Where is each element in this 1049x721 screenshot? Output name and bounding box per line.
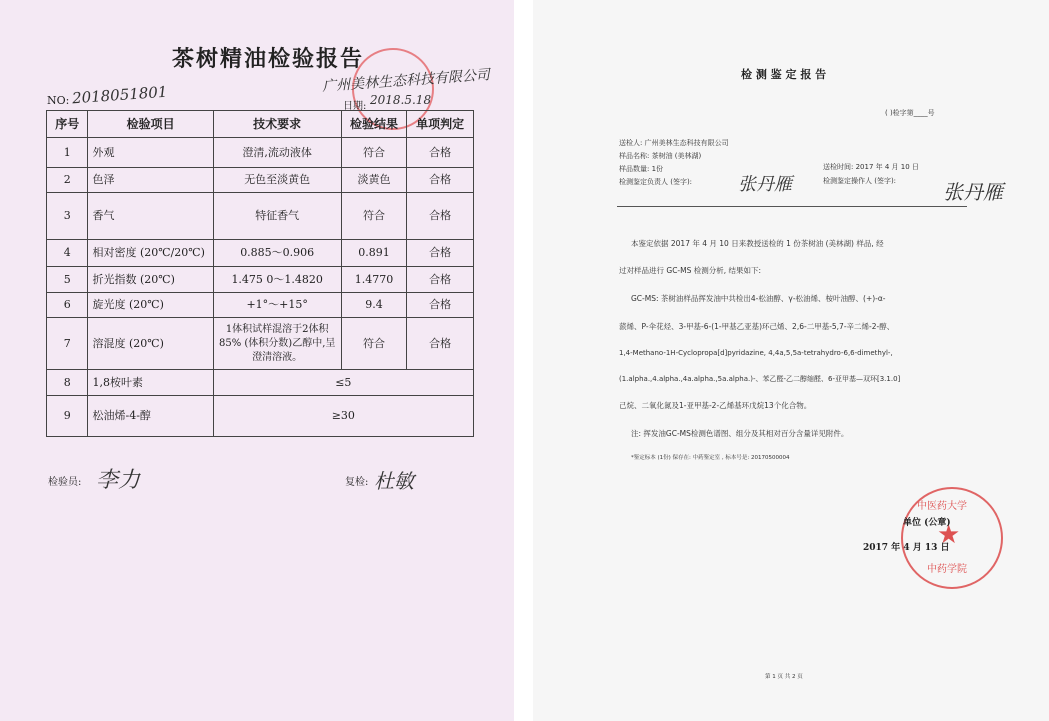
row-no: 5: [47, 267, 88, 293]
appraiser-signature: 张丹雁: [738, 174, 792, 195]
table-row: [47, 293, 474, 318]
table-row: [47, 267, 474, 293]
table-row: [47, 318, 474, 370]
row-no: 6: [47, 293, 88, 318]
table-row: [47, 193, 474, 240]
table-row: [47, 396, 474, 437]
sender-line: 送检人: 广州美林生态科技有限公司: [619, 139, 729, 147]
appraiser-label: 检测鉴定负责人 (签字):: [619, 178, 693, 186]
row-requirement: 1体积试样混溶于2体积85% (体积分数)乙醇中,呈澄清溶液。: [213, 318, 341, 370]
reviewer-label: 复检:: [345, 477, 369, 488]
reference-number: ( )检字第____号: [885, 109, 935, 117]
note-line: 注: 挥发油GC-MS检测色谱图、组分及其相对百分含量详见附件。: [631, 429, 849, 438]
seal-date: 2017 年 4 月 13 日: [863, 543, 950, 553]
row-result: 9.4: [341, 293, 407, 318]
row-item: 外观: [88, 138, 213, 168]
send-date-line: 送检时间: 2017 年 4 月 10 日: [823, 163, 919, 171]
row-no: 4: [47, 240, 88, 267]
gcms-line: (1.alpha.,4.alpha.,4a.alpha.,5a.alpha.)-、苯乙醛-乙二醇缩醛、6-亚甲基—双环[3.1.0]: [619, 375, 901, 383]
row-verdict: 合格: [407, 318, 474, 370]
row-requirement: 1.475 0～1.4820: [213, 267, 341, 293]
header-cell: 技术要求: [213, 111, 341, 138]
seal-bottom-text: 中药学院: [927, 564, 967, 575]
row-result: 符合: [341, 138, 407, 168]
row-result: 符合: [341, 193, 407, 240]
row-result: 0.891: [341, 240, 407, 267]
report-date-value: 2018.5.18: [370, 93, 432, 107]
row-item: 香气: [88, 193, 213, 240]
gcms-line: GC-MS: 茶树油样品挥发油中共检出4-松油醇、γ-松油烯、桉叶油醇、(+)-α-: [631, 294, 886, 303]
report-no-value: 2018051801: [71, 82, 168, 108]
row-requirement: 澄清,流动液体: [213, 138, 341, 168]
sample-qty-line: 样品数量: 1份: [619, 165, 664, 173]
body-paragraph-cont: 过对样品进行 GC-MS 检测分析, 结果如下:: [619, 266, 762, 275]
header-cell: 检验项目: [88, 111, 213, 138]
row-verdict: 合格: [407, 240, 474, 267]
row-requirement: +1°～+15°: [213, 293, 341, 318]
header-cell: 检验结果: [341, 111, 407, 138]
row-no: 1: [47, 138, 88, 168]
row-no: 9: [47, 396, 88, 437]
operator-signature: 张丹雁: [943, 180, 1003, 204]
footnote-line: *鉴定标本 (1份) 保存在: 中药鉴定室 , 标本号是: 20170500004: [631, 455, 790, 461]
gcms-line: 1,4-Methano-1H-Cyclopropa[d]pyridazine, 4,4a,5,5a-tetrahydro-6,6-dimethyl-,: [619, 349, 893, 357]
row-item: 旋光度 (20℃): [88, 293, 213, 318]
gcms-line: 己烷、二氧化氮及1-亚甲基-2-乙烯基环戊烷13个化合物。: [619, 401, 812, 410]
unit-seal-label: 单位 (公章): [903, 518, 951, 528]
row-no: 3: [47, 193, 88, 240]
row-no: 7: [47, 318, 88, 370]
row-item: 折光指数 (20℃): [88, 267, 213, 293]
table-header-row: [47, 111, 474, 138]
inspection-table: [46, 110, 474, 437]
appraisal-title: 检 测 鉴 定 报 告: [741, 68, 827, 81]
inspector-label: 检验员:: [48, 477, 82, 488]
header-cell: 单项判定: [407, 111, 474, 138]
header-divider: [617, 206, 967, 207]
row-verdict: 合格: [407, 267, 474, 293]
row-verdict: 合格: [407, 293, 474, 318]
row-verdict: 合格: [407, 193, 474, 240]
header-cell: 序号: [47, 111, 88, 138]
row-result: 淡黄色: [341, 168, 407, 193]
row-requirement: 特征香气: [213, 193, 341, 240]
row-requirement: 无色至淡黄色: [213, 168, 341, 193]
row-requirement: ≥30: [213, 396, 473, 437]
gcms-line: 蒎烯、P-伞花烃、3-甲基-6-(1-甲基乙亚基)环己烯、2,6-二甲基-5,7-辛二烯-2-醇、: [619, 322, 895, 331]
row-item: 溶混度 (20℃): [88, 318, 213, 370]
row-no: 2: [47, 168, 88, 193]
row-item: 松油烯-4-醇: [88, 396, 213, 437]
table-row: [47, 168, 474, 193]
table-row: [47, 138, 474, 168]
report-title: 茶树精油检验报告: [172, 46, 365, 72]
report-no-label: NO:: [47, 94, 70, 107]
company-handwritten: 广州美林生态科技有限公司: [321, 67, 491, 95]
sample-name-line: 样品名称: 茶树油 (美林湖): [619, 152, 702, 160]
row-item: 1,8桉叶素: [88, 370, 213, 396]
row-result: 1.4770: [341, 267, 407, 293]
page-indicator: 第 1 页 共 2 页: [765, 674, 803, 680]
reviewer-signature: 杜敏: [374, 469, 414, 493]
row-item: 相对密度 (20℃/20℃): [88, 240, 213, 267]
seal-top-text: 中医药大学: [917, 501, 967, 512]
inspector-signature: 李力: [96, 468, 141, 493]
row-requirement: ≤5: [213, 370, 473, 396]
row-verdict: 合格: [407, 138, 474, 168]
table-row: [47, 240, 474, 267]
inspection-report-page: [0, 0, 514, 721]
table-row: [47, 370, 474, 396]
body-paragraph: 本鉴定依据 2017 年 4 月 10 日来教授送检的 1 份茶树油 (美林湖) 样品, 经: [631, 239, 884, 248]
row-result: 符合: [341, 318, 407, 370]
row-no: 8: [47, 370, 88, 396]
seal-star-icon: ★: [937, 520, 961, 550]
row-verdict: 合格: [407, 168, 474, 193]
row-item: 色泽: [88, 168, 213, 193]
report-date-label: 日期:: [343, 101, 367, 112]
operator-label: 检测鉴定操作人 (签字):: [823, 177, 897, 185]
row-requirement: 0.885～0.906: [213, 240, 341, 267]
appraisal-report-page: [533, 0, 1049, 721]
